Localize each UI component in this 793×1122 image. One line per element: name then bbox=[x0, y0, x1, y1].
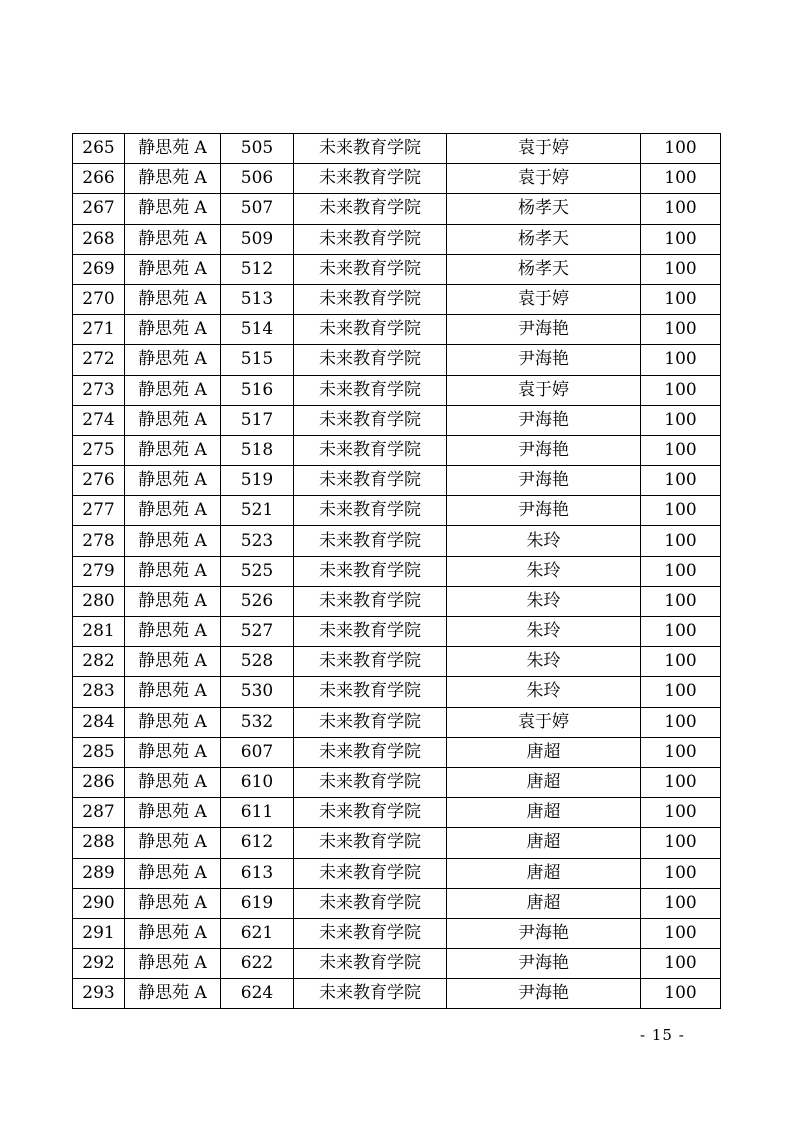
college-cell: 未来教育学院 bbox=[294, 315, 447, 345]
page-number: - 15 - bbox=[640, 1026, 685, 1044]
score-cell: 100 bbox=[641, 647, 721, 677]
row-number-cell: 270 bbox=[73, 284, 125, 314]
room-number-cell: 516 bbox=[221, 375, 294, 405]
score-cell: 100 bbox=[641, 949, 721, 979]
college-cell: 未来教育学院 bbox=[294, 979, 447, 1009]
inspector-name-cell: 杨孝天 bbox=[447, 254, 641, 284]
building-cell: 静思苑 A bbox=[125, 979, 221, 1009]
score-cell: 100 bbox=[641, 556, 721, 586]
building-cell: 静思苑 A bbox=[125, 677, 221, 707]
college-cell: 未来教育学院 bbox=[294, 164, 447, 194]
inspector-name-cell: 袁于婷 bbox=[447, 375, 641, 405]
building-cell: 静思苑 A bbox=[125, 707, 221, 737]
score-cell: 100 bbox=[641, 496, 721, 526]
score-cell: 100 bbox=[641, 224, 721, 254]
building-cell: 静思苑 A bbox=[125, 496, 221, 526]
score-cell: 100 bbox=[641, 586, 721, 616]
table-row bbox=[73, 224, 721, 254]
score-cell: 100 bbox=[641, 526, 721, 556]
row-number-cell: 292 bbox=[73, 949, 125, 979]
building-cell: 静思苑 A bbox=[125, 767, 221, 797]
inspector-name-cell: 唐超 bbox=[447, 737, 641, 767]
building-cell: 静思苑 A bbox=[125, 284, 221, 314]
building-cell: 静思苑 A bbox=[125, 345, 221, 375]
college-cell: 未来教育学院 bbox=[294, 284, 447, 314]
score-cell: 100 bbox=[641, 194, 721, 224]
table-row bbox=[73, 888, 721, 918]
inspector-name-cell: 朱玲 bbox=[447, 586, 641, 616]
college-cell: 未来教育学院 bbox=[294, 888, 447, 918]
table-row bbox=[73, 707, 721, 737]
table-row bbox=[73, 375, 721, 405]
score-cell: 100 bbox=[641, 888, 721, 918]
room-number-cell: 506 bbox=[221, 164, 294, 194]
building-cell: 静思苑 A bbox=[125, 798, 221, 828]
row-number-cell: 287 bbox=[73, 798, 125, 828]
room-number-cell: 518 bbox=[221, 435, 294, 465]
table-row bbox=[73, 586, 721, 616]
row-number-cell: 283 bbox=[73, 677, 125, 707]
college-cell: 未来教育学院 bbox=[294, 677, 447, 707]
inspector-name-cell: 尹海艳 bbox=[447, 466, 641, 496]
inspector-name-cell: 朱玲 bbox=[447, 526, 641, 556]
room-number-cell: 532 bbox=[221, 707, 294, 737]
room-number-cell: 619 bbox=[221, 888, 294, 918]
inspector-name-cell: 袁于婷 bbox=[447, 134, 641, 164]
room-number-cell: 517 bbox=[221, 405, 294, 435]
inspector-name-cell: 袁于婷 bbox=[447, 284, 641, 314]
college-cell: 未来教育学院 bbox=[294, 767, 447, 797]
room-number-cell: 519 bbox=[221, 466, 294, 496]
table-row bbox=[73, 466, 721, 496]
room-number-cell: 530 bbox=[221, 677, 294, 707]
score-cell: 100 bbox=[641, 677, 721, 707]
room-number-cell: 610 bbox=[221, 767, 294, 797]
college-cell: 未来教育学院 bbox=[294, 254, 447, 284]
building-cell: 静思苑 A bbox=[125, 737, 221, 767]
table-row bbox=[73, 979, 721, 1009]
table-row bbox=[73, 405, 721, 435]
table-row bbox=[73, 798, 721, 828]
row-number-cell: 284 bbox=[73, 707, 125, 737]
room-number-cell: 526 bbox=[221, 586, 294, 616]
college-cell: 未来教育学院 bbox=[294, 435, 447, 465]
table-row bbox=[73, 737, 721, 767]
room-number-cell: 513 bbox=[221, 284, 294, 314]
score-cell: 100 bbox=[641, 828, 721, 858]
room-number-cell: 622 bbox=[221, 949, 294, 979]
building-cell: 静思苑 A bbox=[125, 164, 221, 194]
college-cell: 未来教育学院 bbox=[294, 949, 447, 979]
score-cell: 100 bbox=[641, 918, 721, 948]
table-row bbox=[73, 677, 721, 707]
score-cell: 100 bbox=[641, 466, 721, 496]
inspector-name-cell: 尹海艳 bbox=[447, 435, 641, 465]
building-cell: 静思苑 A bbox=[125, 617, 221, 647]
room-number-cell: 611 bbox=[221, 798, 294, 828]
score-cell: 100 bbox=[641, 707, 721, 737]
college-cell: 未来教育学院 bbox=[294, 496, 447, 526]
inspector-name-cell: 朱玲 bbox=[447, 556, 641, 586]
row-number-cell: 271 bbox=[73, 315, 125, 345]
table-row bbox=[73, 194, 721, 224]
college-cell: 未来教育学院 bbox=[294, 707, 447, 737]
room-number-cell: 621 bbox=[221, 918, 294, 948]
table-row bbox=[73, 526, 721, 556]
row-number-cell: 274 bbox=[73, 405, 125, 435]
building-cell: 静思苑 A bbox=[125, 134, 221, 164]
college-cell: 未来教育学院 bbox=[294, 194, 447, 224]
inspector-name-cell: 朱玲 bbox=[447, 677, 641, 707]
score-cell: 100 bbox=[641, 284, 721, 314]
score-cell: 100 bbox=[641, 254, 721, 284]
building-cell: 静思苑 A bbox=[125, 224, 221, 254]
score-cell: 100 bbox=[641, 798, 721, 828]
row-number-cell: 293 bbox=[73, 979, 125, 1009]
score-cell: 100 bbox=[641, 345, 721, 375]
building-cell: 静思苑 A bbox=[125, 556, 221, 586]
score-cell: 100 bbox=[641, 858, 721, 888]
inspector-name-cell: 唐超 bbox=[447, 858, 641, 888]
college-cell: 未来教育学院 bbox=[294, 134, 447, 164]
college-cell: 未来教育学院 bbox=[294, 858, 447, 888]
row-number-cell: 279 bbox=[73, 556, 125, 586]
score-cell: 100 bbox=[641, 617, 721, 647]
building-cell: 静思苑 A bbox=[125, 949, 221, 979]
inspector-name-cell: 朱玲 bbox=[447, 647, 641, 677]
room-number-cell: 527 bbox=[221, 617, 294, 647]
college-cell: 未来教育学院 bbox=[294, 918, 447, 948]
row-number-cell: 273 bbox=[73, 375, 125, 405]
table-row bbox=[73, 435, 721, 465]
building-cell: 静思苑 A bbox=[125, 918, 221, 948]
table-row bbox=[73, 496, 721, 526]
building-cell: 静思苑 A bbox=[125, 858, 221, 888]
inspector-name-cell: 尹海艳 bbox=[447, 345, 641, 375]
row-number-cell: 268 bbox=[73, 224, 125, 254]
college-cell: 未来教育学院 bbox=[294, 737, 447, 767]
table-row bbox=[73, 284, 721, 314]
college-cell: 未来教育学院 bbox=[294, 375, 447, 405]
room-number-cell: 525 bbox=[221, 556, 294, 586]
row-number-cell: 281 bbox=[73, 617, 125, 647]
college-cell: 未来教育学院 bbox=[294, 647, 447, 677]
row-number-cell: 276 bbox=[73, 466, 125, 496]
college-cell: 未来教育学院 bbox=[294, 828, 447, 858]
row-number-cell: 266 bbox=[73, 164, 125, 194]
table-row bbox=[73, 828, 721, 858]
building-cell: 静思苑 A bbox=[125, 466, 221, 496]
score-cell: 100 bbox=[641, 315, 721, 345]
table-row bbox=[73, 345, 721, 375]
building-cell: 静思苑 A bbox=[125, 315, 221, 345]
college-cell: 未来教育学院 bbox=[294, 405, 447, 435]
table-row bbox=[73, 164, 721, 194]
building-cell: 静思苑 A bbox=[125, 828, 221, 858]
score-cell: 100 bbox=[641, 405, 721, 435]
row-number-cell: 291 bbox=[73, 918, 125, 948]
college-cell: 未来教育学院 bbox=[294, 586, 447, 616]
inspector-name-cell: 尹海艳 bbox=[447, 949, 641, 979]
room-number-cell: 515 bbox=[221, 345, 294, 375]
building-cell: 静思苑 A bbox=[125, 586, 221, 616]
building-cell: 静思苑 A bbox=[125, 888, 221, 918]
inspector-name-cell: 朱玲 bbox=[447, 617, 641, 647]
inspector-name-cell: 唐超 bbox=[447, 767, 641, 797]
inspector-name-cell: 杨孝天 bbox=[447, 224, 641, 254]
row-number-cell: 269 bbox=[73, 254, 125, 284]
row-number-cell: 267 bbox=[73, 194, 125, 224]
row-number-cell: 278 bbox=[73, 526, 125, 556]
building-cell: 静思苑 A bbox=[125, 375, 221, 405]
table-row bbox=[73, 315, 721, 345]
table-row bbox=[73, 134, 721, 164]
score-cell: 100 bbox=[641, 737, 721, 767]
college-cell: 未来教育学院 bbox=[294, 617, 447, 647]
room-number-cell: 624 bbox=[221, 979, 294, 1009]
room-number-cell: 612 bbox=[221, 828, 294, 858]
row-number-cell: 282 bbox=[73, 647, 125, 677]
room-number-cell: 512 bbox=[221, 254, 294, 284]
inspector-name-cell: 唐超 bbox=[447, 798, 641, 828]
college-cell: 未来教育学院 bbox=[294, 556, 447, 586]
table-row bbox=[73, 556, 721, 586]
inspector-name-cell: 尹海艳 bbox=[447, 315, 641, 345]
score-cell: 100 bbox=[641, 375, 721, 405]
score-cell: 100 bbox=[641, 767, 721, 797]
inspector-name-cell: 尹海艳 bbox=[447, 918, 641, 948]
score-cell: 100 bbox=[641, 164, 721, 194]
row-number-cell: 280 bbox=[73, 586, 125, 616]
table-row bbox=[73, 918, 721, 948]
dormitory-score-table bbox=[72, 133, 721, 1009]
room-number-cell: 505 bbox=[221, 134, 294, 164]
row-number-cell: 277 bbox=[73, 496, 125, 526]
score-cell: 100 bbox=[641, 435, 721, 465]
room-number-cell: 607 bbox=[221, 737, 294, 767]
table-body bbox=[73, 134, 721, 1009]
table-row bbox=[73, 767, 721, 797]
room-number-cell: 613 bbox=[221, 858, 294, 888]
table-row bbox=[73, 617, 721, 647]
building-cell: 静思苑 A bbox=[125, 435, 221, 465]
inspector-name-cell: 袁于婷 bbox=[447, 164, 641, 194]
room-number-cell: 521 bbox=[221, 496, 294, 526]
row-number-cell: 289 bbox=[73, 858, 125, 888]
room-number-cell: 528 bbox=[221, 647, 294, 677]
row-number-cell: 288 bbox=[73, 828, 125, 858]
table-row bbox=[73, 647, 721, 677]
inspector-name-cell: 唐超 bbox=[447, 888, 641, 918]
score-cell: 100 bbox=[641, 979, 721, 1009]
building-cell: 静思苑 A bbox=[125, 526, 221, 556]
row-number-cell: 285 bbox=[73, 737, 125, 767]
college-cell: 未来教育学院 bbox=[294, 224, 447, 254]
room-number-cell: 523 bbox=[221, 526, 294, 556]
inspector-name-cell: 唐超 bbox=[447, 828, 641, 858]
room-number-cell: 509 bbox=[221, 224, 294, 254]
inspector-name-cell: 尹海艳 bbox=[447, 496, 641, 526]
building-cell: 静思苑 A bbox=[125, 647, 221, 677]
row-number-cell: 265 bbox=[73, 134, 125, 164]
row-number-cell: 290 bbox=[73, 888, 125, 918]
inspector-name-cell: 尹海艳 bbox=[447, 979, 641, 1009]
building-cell: 静思苑 A bbox=[125, 405, 221, 435]
inspector-name-cell: 袁于婷 bbox=[447, 707, 641, 737]
building-cell: 静思苑 A bbox=[125, 194, 221, 224]
room-number-cell: 514 bbox=[221, 315, 294, 345]
room-number-cell: 507 bbox=[221, 194, 294, 224]
table-row bbox=[73, 858, 721, 888]
table-row bbox=[73, 254, 721, 284]
college-cell: 未来教育学院 bbox=[294, 798, 447, 828]
college-cell: 未来教育学院 bbox=[294, 526, 447, 556]
score-cell: 100 bbox=[641, 134, 721, 164]
college-cell: 未来教育学院 bbox=[294, 466, 447, 496]
inspector-name-cell: 杨孝天 bbox=[447, 194, 641, 224]
building-cell: 静思苑 A bbox=[125, 254, 221, 284]
college-cell: 未来教育学院 bbox=[294, 345, 447, 375]
inspector-name-cell: 尹海艳 bbox=[447, 405, 641, 435]
row-number-cell: 286 bbox=[73, 767, 125, 797]
row-number-cell: 275 bbox=[73, 435, 125, 465]
row-number-cell: 272 bbox=[73, 345, 125, 375]
table-row bbox=[73, 949, 721, 979]
